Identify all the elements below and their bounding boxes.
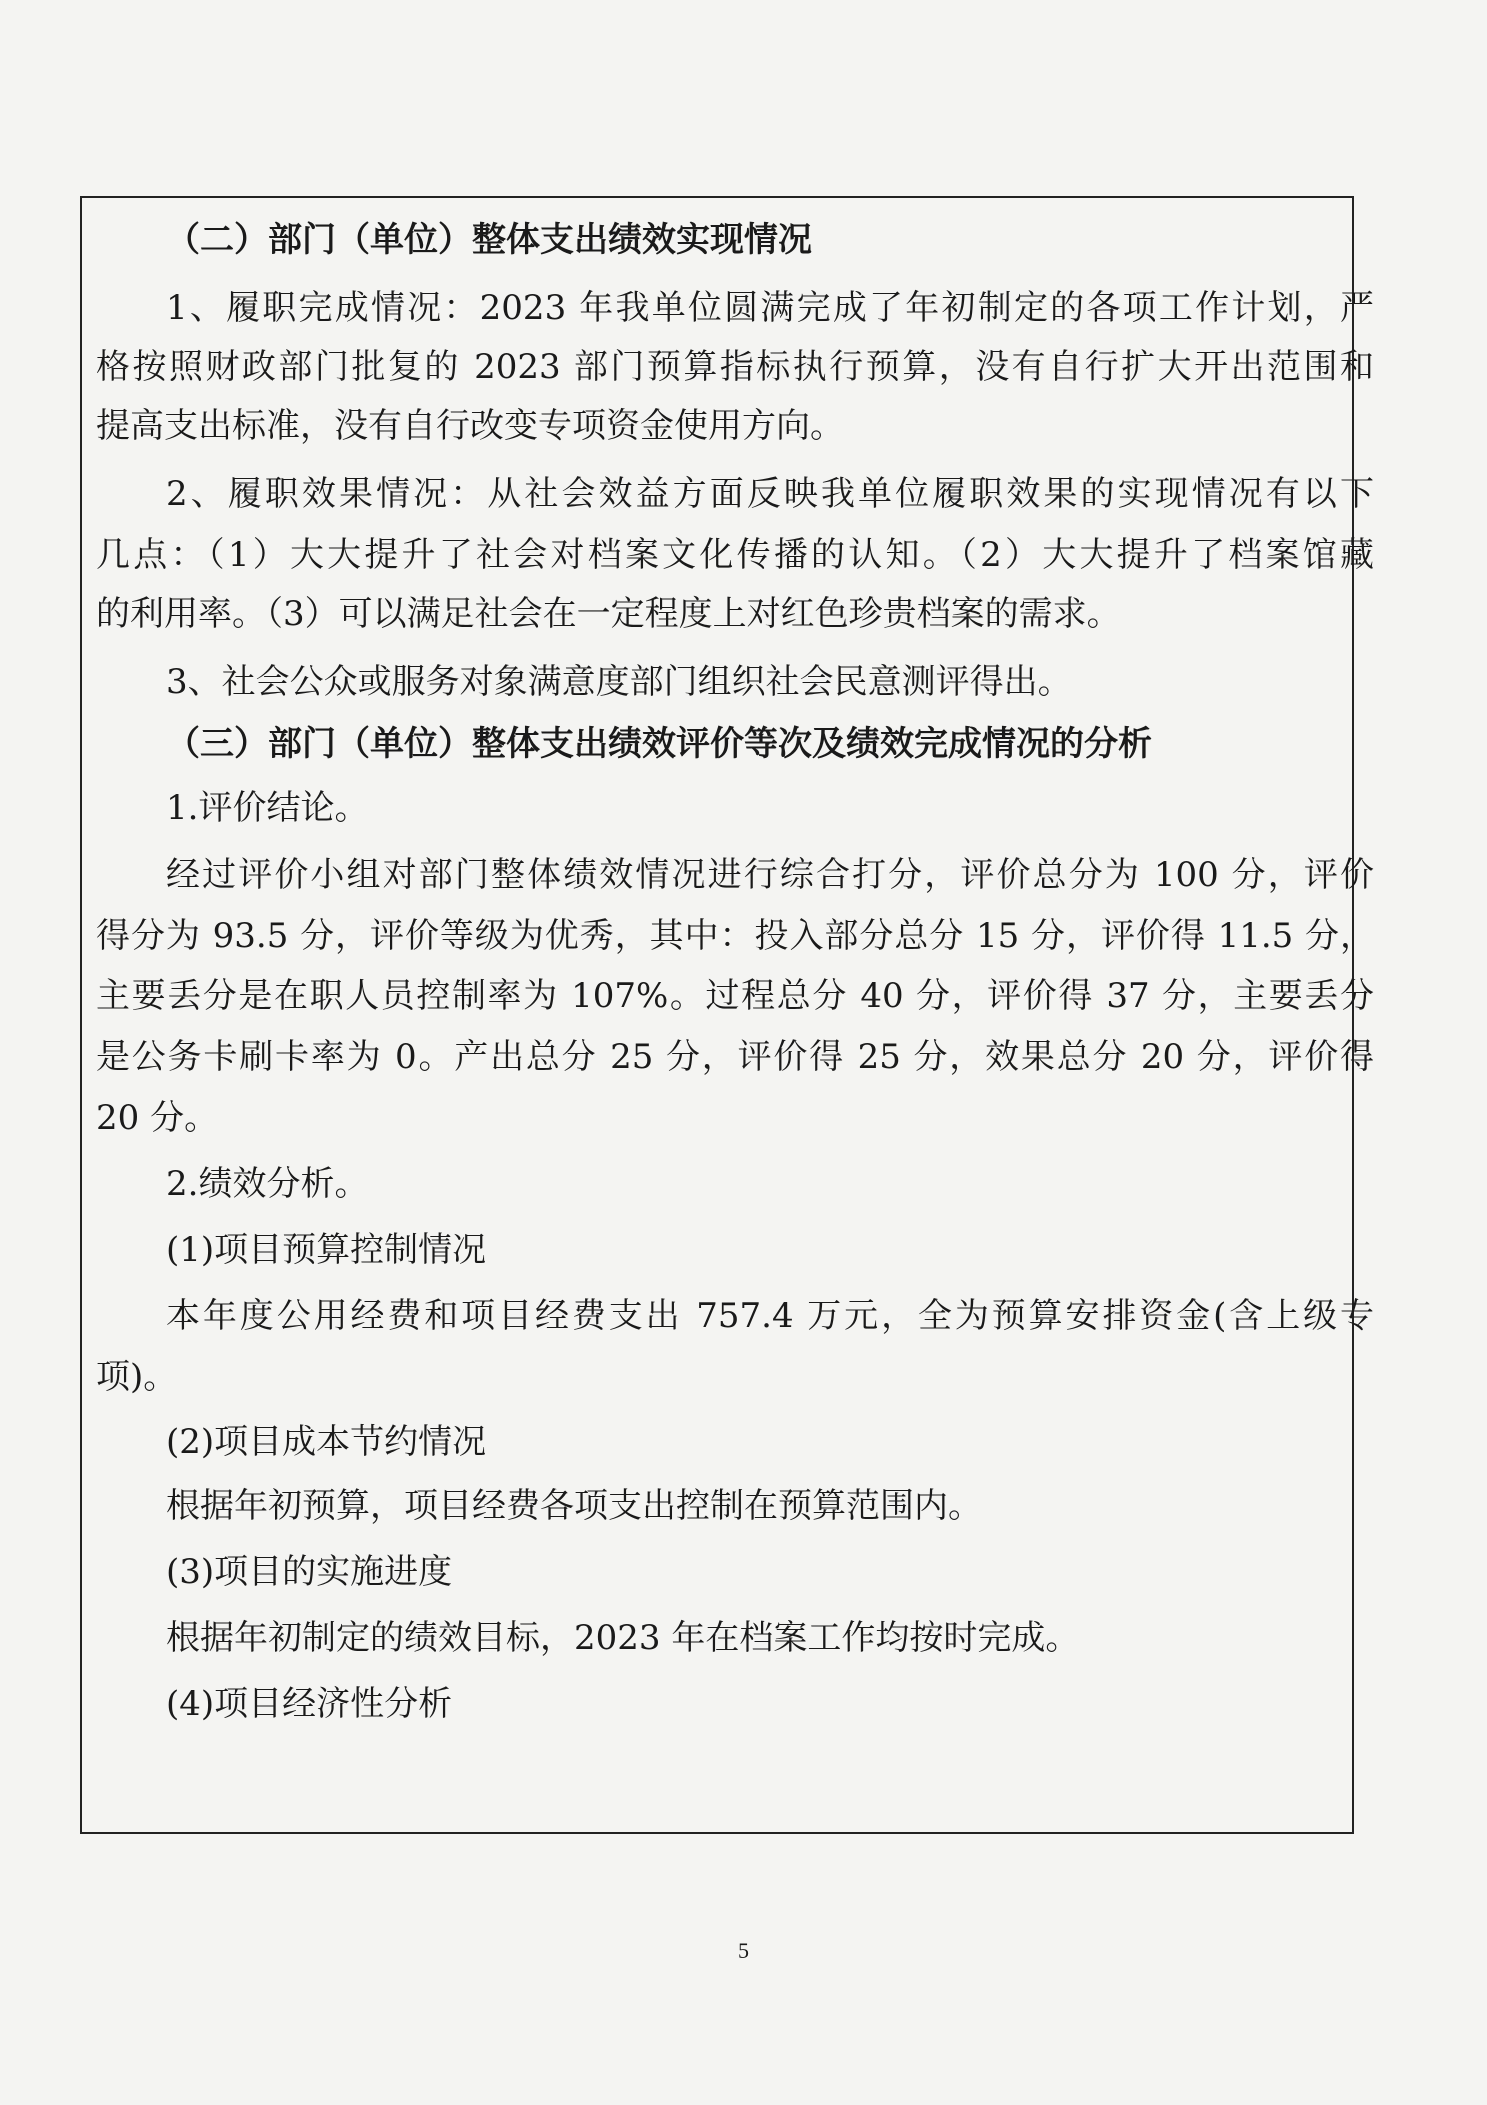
- p1-line-2: 格按照财政部门批复的 2023 部门预算指标执行预算，没有自行扩大开出范围和: [96, 347, 1374, 387]
- analysis-title: 2.绩效分析。: [166, 1164, 369, 1204]
- item-1-line-2: 项)。: [96, 1357, 178, 1397]
- eval-line-5: 20 分。: [96, 1098, 219, 1138]
- p2-line-3: 的利用率。（3）可以满足社会在一定程度上对红色珍贵档案的需求。: [96, 594, 1121, 634]
- p2-line-2: 几点：（1）大大提升了社会对档案文化传播的认知。（2）大大提升了档案馆藏: [96, 535, 1374, 575]
- item-3-body: 根据年初制定的绩效目标，2023 年在档案工作均按时完成。: [166, 1618, 1080, 1658]
- p1-line-1: 1、履职完成情况：2023 年我单位圆满完成了年初制定的各项工作计划，严: [166, 288, 1374, 328]
- eval-line-1: 经过评价小组对部门整体绩效情况进行综合打分，评价总分为 100 分，评价: [166, 855, 1374, 895]
- item-3-title: (3)项目的实施进度: [166, 1552, 453, 1592]
- p1-line-3: 提高支出标准，没有自行改变专项资金使用方向。: [96, 406, 844, 446]
- item-2-body: 根据年初预算，项目经费各项支出控制在预算范围内。: [166, 1486, 982, 1526]
- eval-title: 1.评价结论。: [166, 788, 369, 828]
- p3-line: 3、社会公众或服务对象满意度部门组织社会民意测评得出。: [166, 662, 1072, 702]
- item-2-title: (2)项目成本节约情况: [166, 1422, 487, 1462]
- eval-line-2: 得分为 93.5 分，评价等级为优秀，其中：投入部分总分 15 分，评价得 11.5 分，: [96, 916, 1374, 956]
- item-1-line-1: 本年度公用经费和项目经费支出 757.4 万元，全为预算安排资金(含上级专: [166, 1296, 1374, 1336]
- item-1-title: (1)项目预算控制情况: [166, 1230, 487, 1270]
- eval-line-3: 主要丢分是在职人员控制率为 107%。过程总分 40 分，评价得 37 分，主要丢分: [96, 976, 1374, 1016]
- eval-line-4: 是公务卡刷卡率为 0。产出总分 25 分，评价得 25 分，效果总分 20 分，评价得: [96, 1037, 1374, 1077]
- section-3-heading: （三）部门（单位）整体支出绩效评价等次及绩效完成情况的分析: [166, 724, 1152, 764]
- item-4-title: (4)项目经济性分析: [166, 1684, 453, 1724]
- p2-line-1: 2、履职效果情况：从社会效益方面反映我单位履职效果的实现情况有以下: [166, 474, 1374, 514]
- section-2-heading: （二）部门（单位）整体支出绩效实现情况: [166, 220, 812, 260]
- page-number: 5: [738, 1938, 749, 1963]
